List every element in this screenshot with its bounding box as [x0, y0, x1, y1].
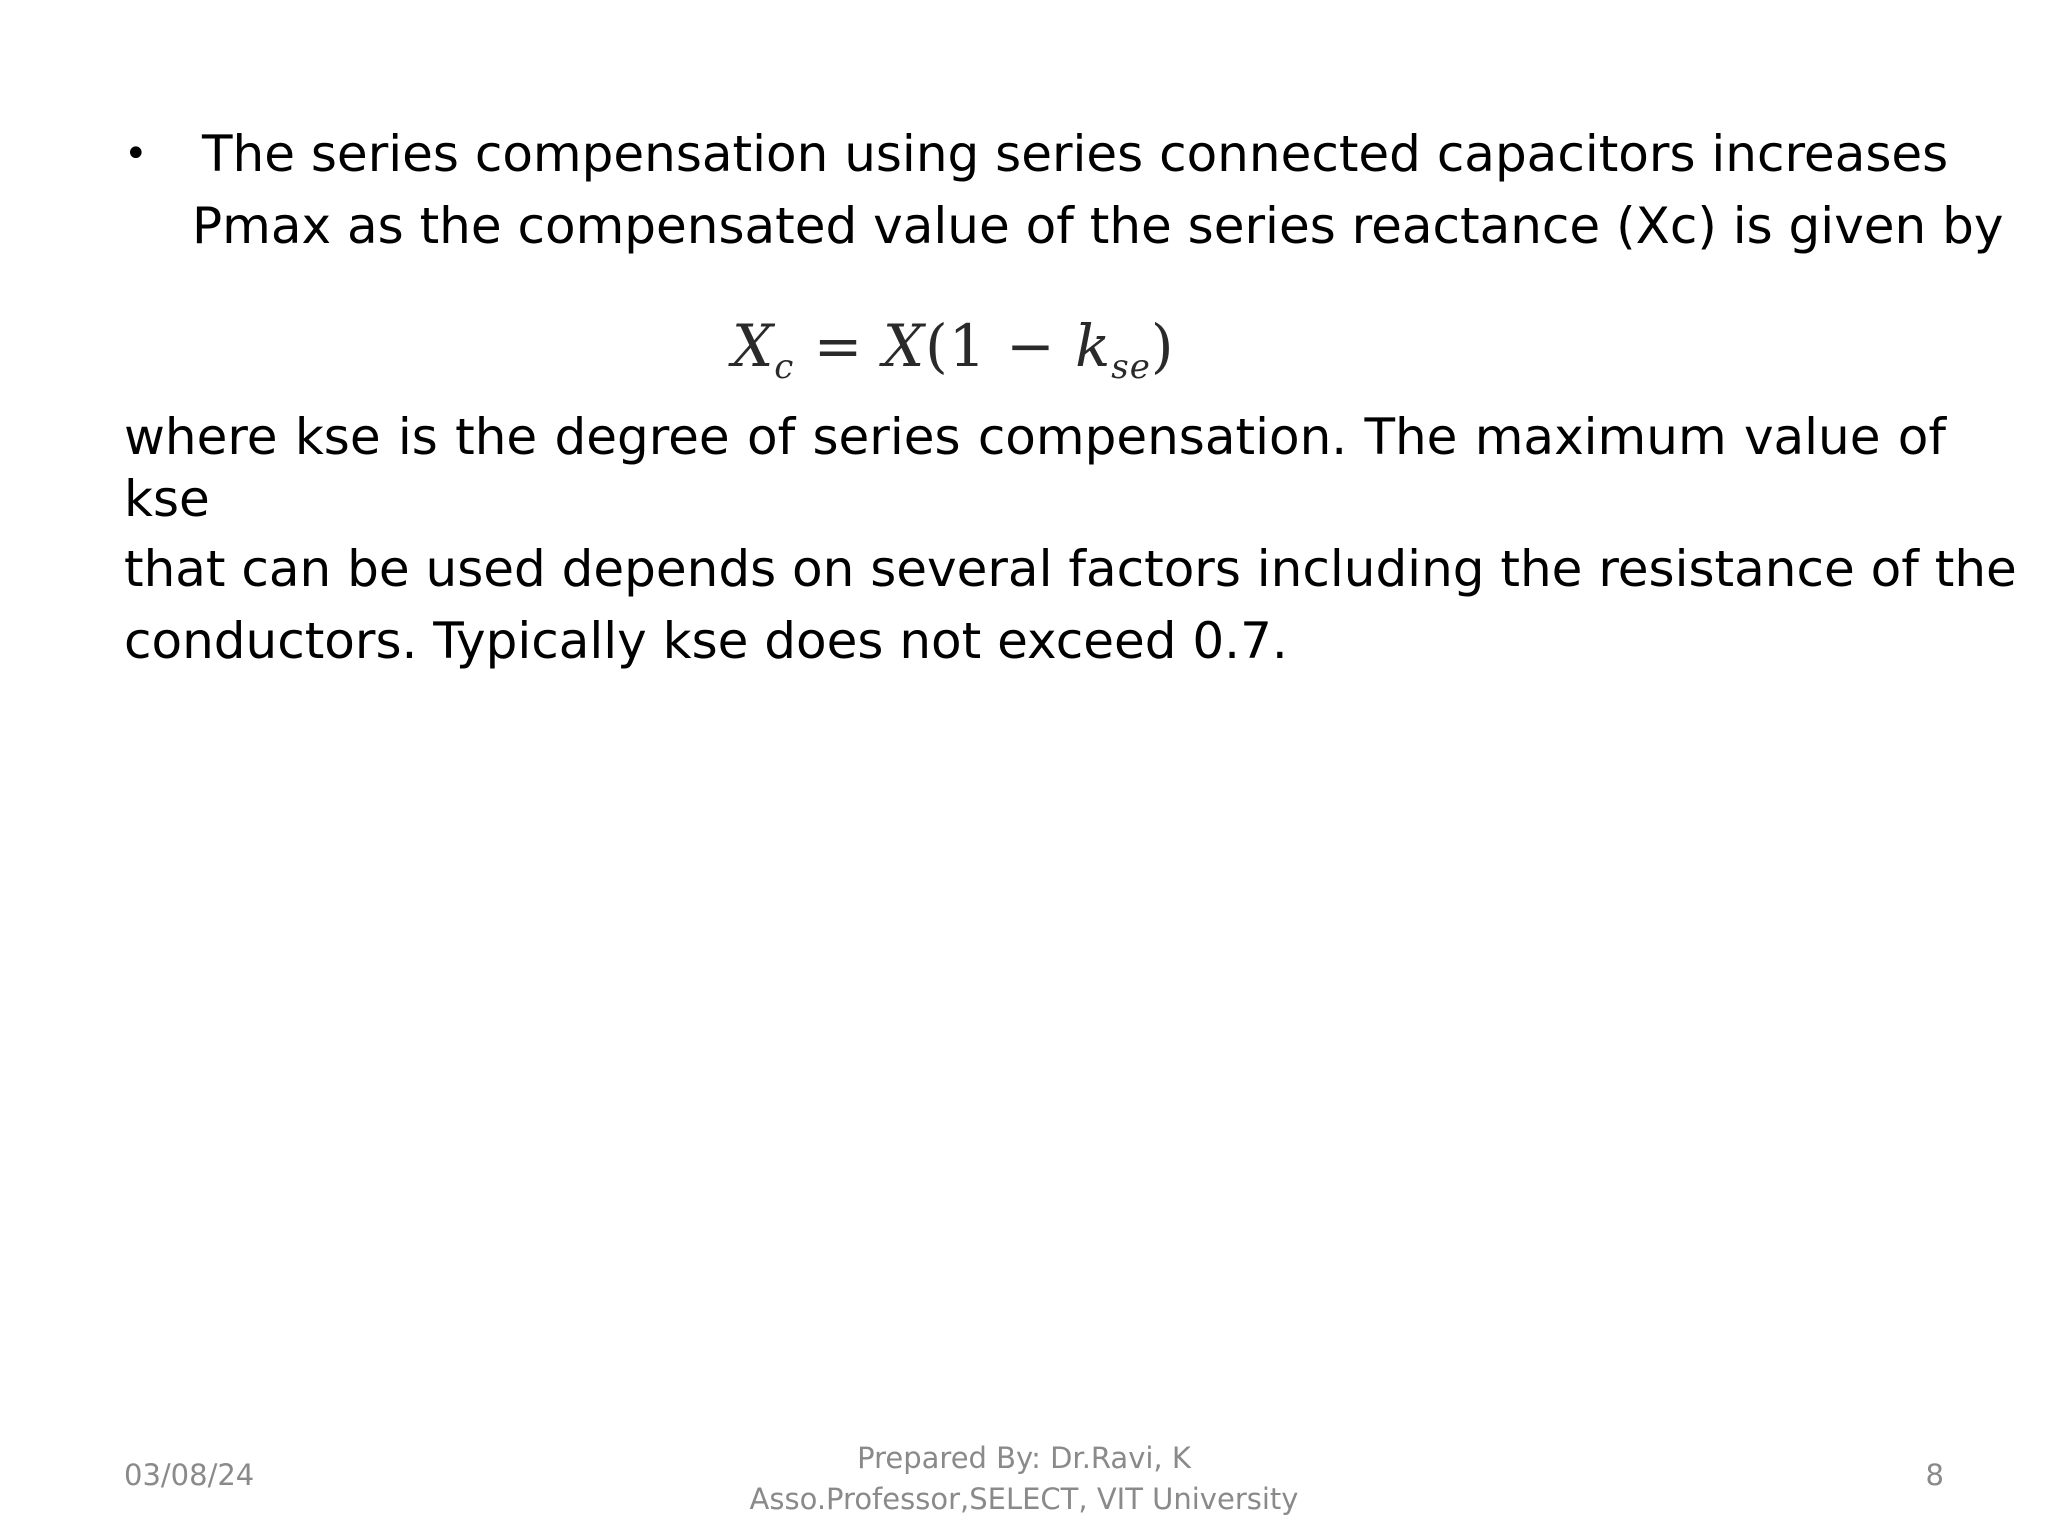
- paragraph-line-2: kse: [124, 470, 210, 528]
- equation-lhs-var: X: [732, 312, 775, 380]
- series-reactance-equation: [732, 312, 1175, 387]
- footer-author: [620, 1438, 1428, 1520]
- equation-rhs-var: X: [882, 312, 926, 380]
- footer-date: 03/08/24: [124, 1458, 255, 1492]
- footer-affiliation: Asso.Professor,SELECT, VIT University: [749, 1482, 1299, 1516]
- equation-equals: =: [813, 312, 864, 380]
- bullet-text-line-2: Pmax as the compensated value of the series reactance (Xc) is given by: [192, 197, 2004, 255]
- equation-close-paren: ): [1150, 312, 1175, 380]
- bullet-text-line-1: The series compensation using series connected capacitors increases: [202, 125, 1949, 183]
- equation-k-var: k: [1075, 312, 1112, 380]
- equation-k-sub: se: [1111, 347, 1151, 387]
- footer-page-number: 8: [1925, 1458, 1944, 1492]
- equation-lhs-sub: c: [774, 347, 795, 387]
- paragraph-line-4: conductors. Typically kse does not exceed 0.7.: [124, 612, 1288, 670]
- paragraph-line-3: that can be used depends on several factors including the resistance of the: [124, 540, 2017, 598]
- footer-prepared-by: Prepared By: Dr.Ravi, K: [857, 1441, 1191, 1475]
- paragraph-line-1: where kse is the degree of series compensation. The maximum value of: [124, 408, 1946, 466]
- equation-open-paren: (1 −: [925, 312, 1056, 380]
- bullet-icon: •: [124, 131, 148, 177]
